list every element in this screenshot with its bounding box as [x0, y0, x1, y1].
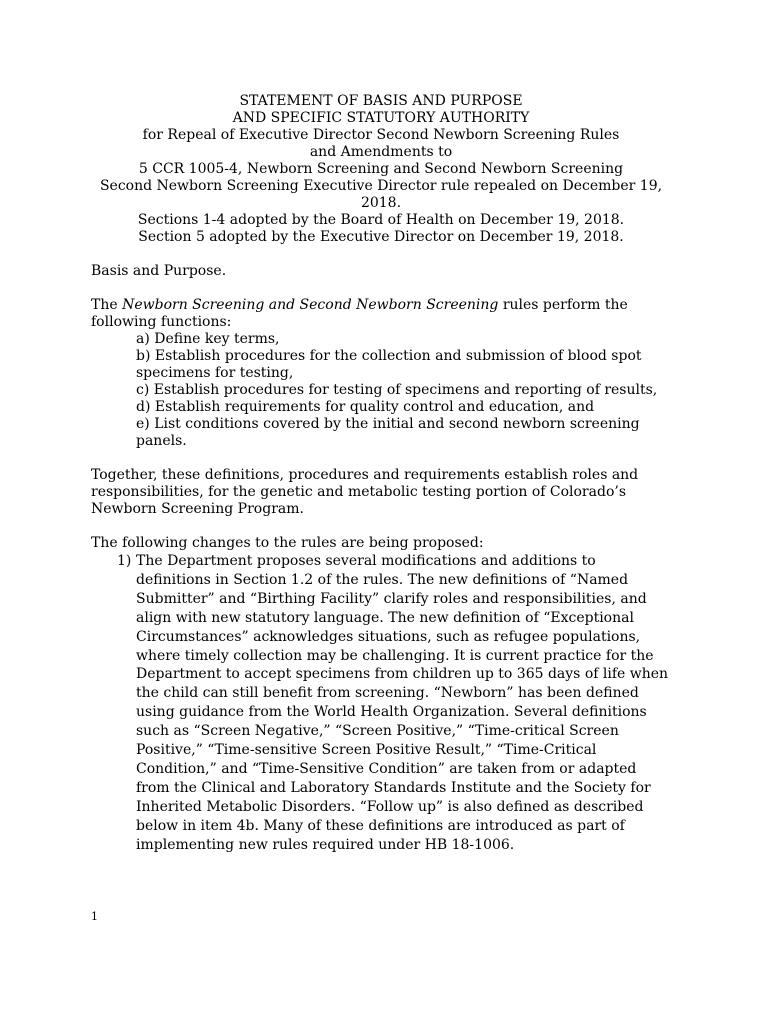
function-item: b) Establish procedures for the collection and submission of blood spot specimens for testing,	[136, 348, 642, 381]
document-header	[91, 93, 671, 246]
rule-title-italic: Newborn Screening and Second Newborn Screening	[122, 297, 499, 313]
change-item-text: The Department proposes several modifications and additions to definitions in Section 1.2 of the rules. The new definitions of “Named Submitter” and “Birthing Facility” clarify roles and responsibilities, and align with new statutory language. The new definition of “Exceptional Circumstances” acknowledges situations, such as refugee populations, where timely collection may be challenging. It is current practice for the Department to accept specimens from children up to 365 days of life when the child can still benefit from screening. “Newborn” has been defined using guidance from the World Health Organization. Several definitions such as “Screen Negative,” “Screen Positive,” “Time-critical Screen Positive,” “Time-sensitive Screen Positive Result,” “Time-Critical Condition,” and “Time-Sensitive Condition” are taken from or adapted from the Clinical and Laboratory Standards Institute and the Society for Inherited Metabolic Disorders. “Follow up” is also defined as described below in item 4b. Many of these definitions are introduced as part of implementing new rules required under HB 18-1006.	[136, 553, 669, 853]
header-repealed-line: Second Newborn Screening Executive Director rule repealed on December 19, 2018.	[99, 178, 663, 211]
functions-intro-prefix: The	[91, 297, 123, 313]
header-title-line: STATEMENT OF BASIS AND PURPOSE	[239, 93, 523, 109]
basis-heading: Basis and Purpose.	[91, 263, 227, 279]
function-item: e) List conditions covered by the initial and second newborn screening panels.	[136, 416, 640, 449]
changes-intro: The following changes to the rules are being proposed:	[91, 535, 484, 551]
header-sections-adopted-line: Sections 1-4 adopted by the Board of Health on December 19, 2018.	[137, 212, 625, 228]
functions-list	[91, 331, 671, 450]
changes-list	[91, 552, 671, 855]
header-amendments-line: and Amendments to	[309, 144, 453, 160]
function-item: d) Establish requirements for quality control and education, and	[136, 399, 595, 415]
function-item: c) Establish procedures for testing of specimens and reporting of results,	[136, 382, 658, 398]
header-repeal-line: for Repeal of Executive Director Second Newborn Screening Rules	[142, 127, 620, 143]
header-section5-adopted-line: Section 5 adopted by the Executive Director on December 19, 2018.	[138, 229, 624, 245]
page-number: 1	[91, 910, 98, 923]
functions-intro-suffix: rules perform the following functions:	[91, 297, 628, 330]
functions-intro	[91, 297, 671, 331]
header-subtitle-line: AND SPECIFIC STATUTORY AUTHORITY	[232, 110, 530, 126]
change-item	[91, 552, 671, 855]
document-page	[91, 93, 671, 855]
together-paragraph: Together, these definitions, procedures and requirements establish roles and responsibilities, for the genetic and metabolic testing portion of Colorado’s Newborn Screening Program.	[91, 467, 639, 517]
change-item-number: 1)	[117, 553, 132, 569]
header-ccr-line: 5 CCR 1005-4, Newborn Screening and Second Newborn Screening	[138, 161, 624, 177]
function-item: a) Define key terms,	[136, 331, 280, 347]
